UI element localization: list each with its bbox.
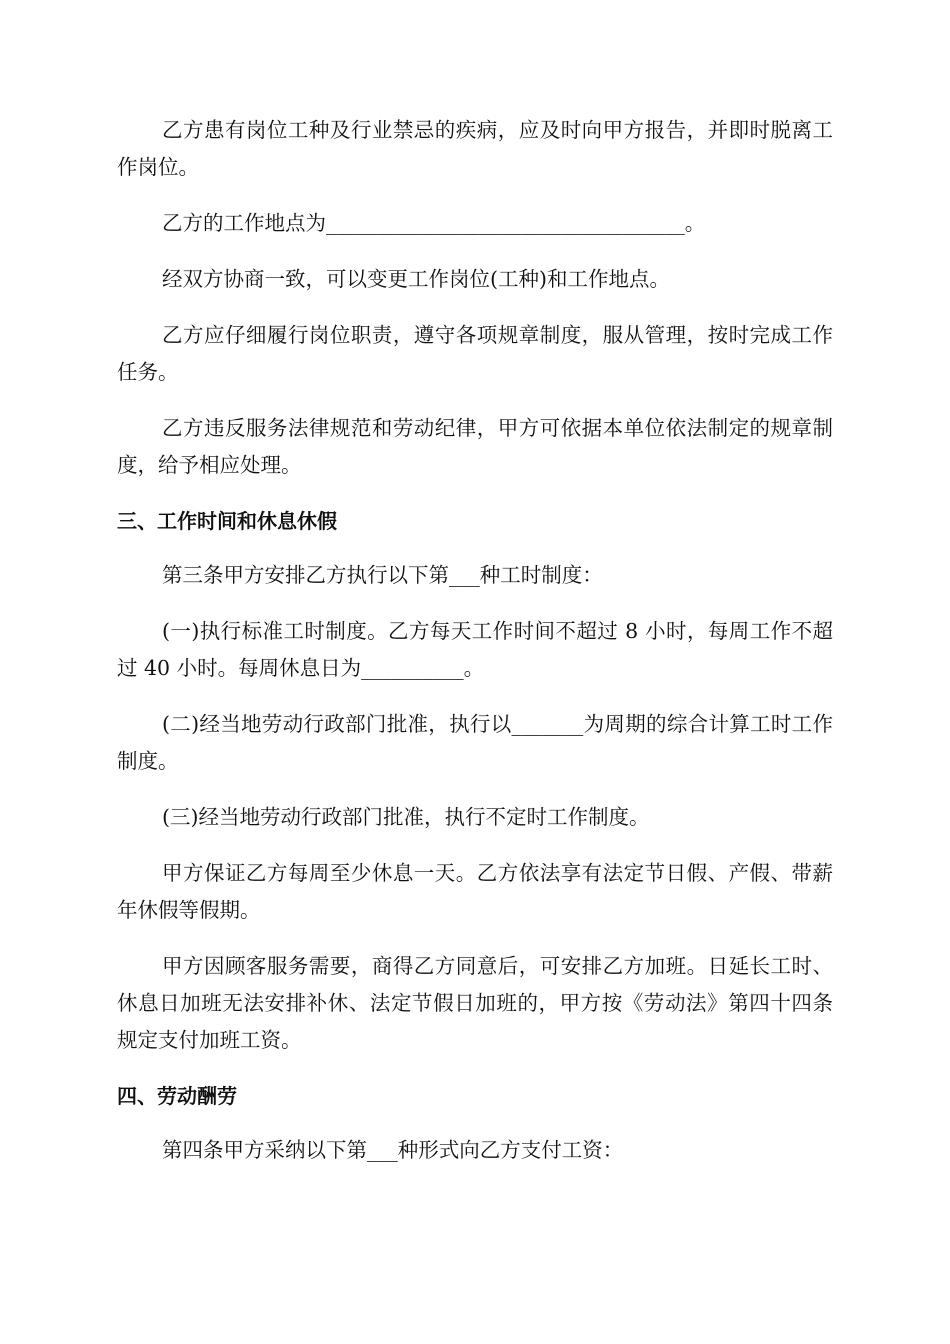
paragraph: 乙方应仔细履行岗位职责，遵守各项规章制度，服从管理，按时完成工作任务。 — [117, 323, 833, 384]
paragraph: (一)执行标准工时制度。乙方每天工作时间不超过 8 小时，每周工作不超过 40 小时。每周休息日为__________。 — [117, 619, 833, 680]
paragraph: 乙方患有岗位工种及行业禁忌的疾病，应及时向甲方报告，并即时脱离工作岗位。 — [117, 118, 833, 179]
paragraph: (二)经当地劳动行政部门批准，执行以_______为周期的综合计算工时工作制度。 — [117, 712, 833, 773]
paragraph: 第四条甲方采纳以下第___种形式向乙方支付工资： — [162, 1138, 624, 1162]
paragraph: 经双方协商一致，可以变更工作岗位(工种)和工作地点。 — [162, 267, 670, 291]
section-heading: 三、工作时间和休息休假 — [117, 509, 337, 533]
paragraph: 第三条甲方安排乙方执行以下第___种工时制度： — [162, 563, 603, 587]
paragraph: 甲方保证乙方每周至少休息一天。乙方依法享有法定节日假、产假、带薪年休假等假期。 — [117, 861, 833, 922]
document-page — [117, 112, 833, 1188]
section-heading: 四、劳动酬劳 — [117, 1084, 237, 1108]
paragraph: 甲方因顾客服务需要，商得乙方同意后，可安排乙方加班。日延长工时、休息日加班无法安排补休、法定节假日加班的，甲方按《劳动法》第四十四条规定支付加班工资。 — [117, 954, 833, 1052]
paragraph: 乙方违反服务法律规范和劳动纪律，甲方可依据本单位依法制定的规章制度，给予相应处理。 — [117, 416, 833, 477]
paragraph: (三)经当地劳动行政部门批准，执行不定时工作制度。 — [162, 805, 650, 829]
paragraph: 乙方的工作地点为___________________________________。 — [162, 211, 706, 235]
